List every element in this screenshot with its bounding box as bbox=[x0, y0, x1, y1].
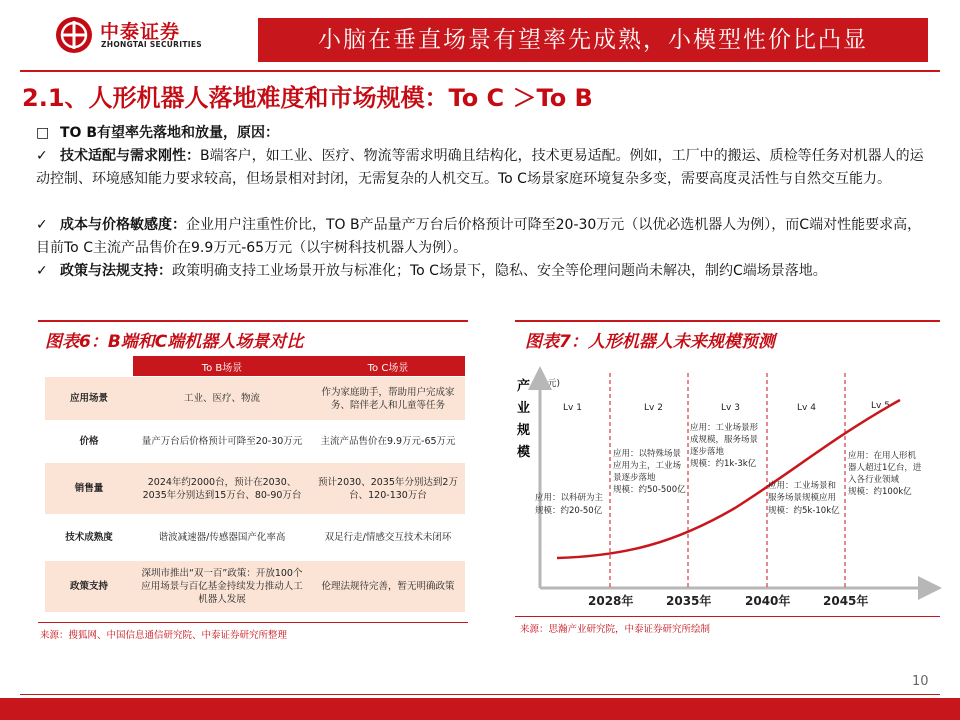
bullet-head: 成本与价格敏感度： bbox=[60, 217, 186, 233]
table-row bbox=[45, 463, 465, 515]
zhongtai-logo-icon bbox=[55, 16, 93, 54]
check-icon: ✓ bbox=[36, 217, 48, 233]
scale-forecast-chart bbox=[505, 358, 945, 618]
fig6-source: 来源：搜狐网、中国信息通信研究院、中泰证券研究所整理 bbox=[40, 630, 288, 641]
logo-text-cn: 中泰证券 bbox=[100, 21, 181, 43]
bullet-intro: TO B有望率先落地和放量，原因： bbox=[60, 125, 279, 141]
fig6-bottom-rule bbox=[38, 622, 468, 623]
footer-bar bbox=[0, 698, 960, 720]
row-head: 销售量 bbox=[45, 463, 133, 515]
cell-toc: 伦理法规待完善，暂无明确政策 bbox=[311, 561, 465, 613]
annotation-line: 应用：以特殊场景 bbox=[613, 449, 682, 459]
table-row bbox=[45, 561, 465, 613]
footer-divider bbox=[20, 694, 940, 695]
fig7-source: 来源：思瀚产业研究院，中泰证券研究所绘制 bbox=[520, 624, 711, 635]
annotation-line: 应用：以科研为主 bbox=[535, 493, 604, 503]
annotation-line: 应用：在用人形机 bbox=[848, 451, 917, 461]
level-label: Lv 1 bbox=[563, 403, 582, 413]
year-label: 2028年 bbox=[588, 594, 634, 608]
bullet-item-policy bbox=[36, 260, 926, 283]
check-icon: ✓ bbox=[36, 148, 48, 164]
cell-toc: 预计2030、2035年分别达到2万台、120-130万台 bbox=[311, 463, 465, 515]
page-number: 10 bbox=[912, 674, 929, 689]
unit-label: (亿元) bbox=[535, 379, 561, 389]
fig7-bottom-rule bbox=[515, 616, 940, 617]
annotation-line: 规模：约100k亿 bbox=[848, 487, 912, 497]
annotation-lv2 bbox=[613, 448, 686, 495]
fig6-top-rule bbox=[38, 320, 468, 322]
row-head: 应用场景 bbox=[45, 377, 133, 421]
checkbox-square-icon: □ bbox=[36, 125, 50, 141]
logo-text-en: ZHONGTAI SECURITIES bbox=[101, 40, 202, 49]
annotation-lv3 bbox=[690, 422, 759, 469]
header-divider bbox=[20, 70, 940, 72]
annotation-line: 入各行业领域 bbox=[848, 475, 900, 485]
annotation-lv5 bbox=[848, 450, 922, 497]
fig7-top-rule bbox=[515, 320, 940, 322]
bullet-text: 企业用户注重性价比，TO B产品量产万台后价格预计可降至20-30万元（以优必选机器人为例），而C端对性能要求高，目前To C主流产品售价在9.9万元-65万元（以宇树科技机器人为例）。 bbox=[36, 217, 922, 256]
table-header-row bbox=[45, 356, 465, 377]
y-label-char: 业 bbox=[517, 401, 531, 416]
y-label-char: 模 bbox=[517, 445, 531, 460]
check-icon: ✓ bbox=[36, 263, 48, 279]
cell-tob: 工业、医疗、物流 bbox=[133, 377, 311, 421]
level-label: Lv 4 bbox=[797, 403, 816, 413]
bullet-item-cost bbox=[36, 214, 926, 260]
section-title: 2.1、人形机器人落地难度和市场规模：To C ＞To B bbox=[22, 84, 593, 112]
y-label-char: 产 bbox=[517, 379, 531, 394]
col-header-toc: To C场景 bbox=[311, 356, 465, 377]
table-row bbox=[45, 377, 465, 421]
cell-toc: 双足行走/情感交互技术未闭环 bbox=[311, 515, 465, 561]
cell-tob: 深圳市推出“双一百”政策：开放100个应用场景与百亿基金持续发力推动人工机器人发展 bbox=[133, 561, 311, 613]
cell-tob: 谐波减速器/传感器国产化率高 bbox=[133, 515, 311, 561]
annotation-line: 规模：约5k-10k亿 bbox=[768, 506, 840, 516]
row-head: 政策支持 bbox=[45, 561, 133, 613]
bullet-head: 政策与法规支持： bbox=[60, 263, 172, 279]
fig6-title: 图表6：B端和C端机器人场景对比 bbox=[45, 332, 304, 352]
header-banner: 小脑在垂直场景有望率先成熟，小模型性价比凸显 bbox=[258, 18, 928, 62]
cell-toc: 主流产品售价在9.9万元-65万元 bbox=[311, 421, 465, 463]
annotation-line: 逐步落地 bbox=[690, 447, 725, 457]
bullet-item-tech bbox=[36, 145, 926, 191]
table-corner bbox=[45, 356, 133, 377]
level-label: Lv 2 bbox=[644, 403, 663, 413]
annotation-lv1 bbox=[535, 492, 604, 516]
comparison-table bbox=[45, 356, 465, 613]
col-header-tob: To B场景 bbox=[133, 356, 311, 377]
annotation-line: 规模：约50-500亿 bbox=[613, 485, 686, 495]
row-head: 技术成熟度 bbox=[45, 515, 133, 561]
annotation-line: 规模：约20-50亿 bbox=[535, 506, 603, 516]
cell-tob: 2024年约2000台，预计在2030、2035年分别达到15万台、80-90万台 bbox=[133, 463, 311, 515]
year-label: 2035年 bbox=[666, 594, 712, 608]
fig7-title: 图表7：人形机器人未来规模预测 bbox=[525, 332, 775, 352]
cell-tob: 量产万台后价格预计可降至20-30万元 bbox=[133, 421, 311, 463]
annotation-line: 应用：工业场景和 bbox=[768, 481, 837, 491]
annotation-line: 景逐步落地 bbox=[613, 473, 656, 483]
level-label: Lv 3 bbox=[721, 403, 740, 413]
annotation-line: 应用为主，工业场 bbox=[613, 461, 682, 471]
bullet-text: 政策明确支持工业场景开放与标准化；To C场景下，隐私、安全等伦理问题尚未解决，制约C端场景落地。 bbox=[172, 263, 827, 279]
table-row bbox=[45, 515, 465, 561]
annotation-line: 规模：约1k-3k亿 bbox=[690, 459, 757, 469]
bullet-text: B端客户，如工业、医疗、物流等需求明确且结构化，技术更易适配。例如，工厂中的搬运、质检等任务对机器人的运动控制、环境感知能力要求较高，但场景相对封闭，无需复杂的人机交互。To C场景家庭环境复杂多变，需要高度灵活性与自然交互能力。 bbox=[36, 148, 924, 187]
annotation-line: 应用：工业场景形 bbox=[690, 423, 759, 433]
row-head: 价格 bbox=[45, 421, 133, 463]
table-row bbox=[45, 421, 465, 463]
year-label: 2045年 bbox=[823, 594, 869, 608]
annotation-line: 器人超过1亿台，进 bbox=[848, 463, 922, 473]
annotation-line: 服务场景规模应用 bbox=[768, 493, 837, 503]
bullet-head: 技术适配与需求刚性： bbox=[60, 148, 200, 164]
annotation-line: 成规模，服务场景 bbox=[690, 435, 759, 445]
level-label: Lv 5 bbox=[871, 401, 890, 411]
cell-toc: 作为家庭助手，帮助用户完成家务、陪伴老人和儿童等任务 bbox=[311, 377, 465, 421]
y-label-char: 规 bbox=[517, 423, 531, 438]
year-label: 2040年 bbox=[745, 594, 791, 608]
annotation-lv4 bbox=[768, 480, 840, 516]
